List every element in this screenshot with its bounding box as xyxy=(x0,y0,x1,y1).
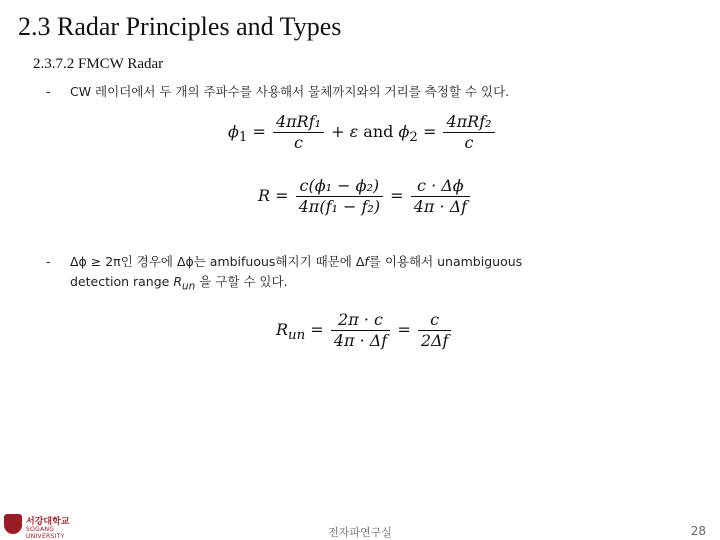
eq1-phi2: ϕ xyxy=(398,122,410,141)
eq2-frac2-num: c · Δϕ xyxy=(411,176,470,197)
eq3-equals-1: = xyxy=(305,320,329,339)
eq1-phi1-sub: 1 xyxy=(238,130,248,146)
eq3-frac2-den: 2Δf xyxy=(420,331,449,350)
slide-title: 2.3 Radar Principles and Types xyxy=(18,12,342,41)
eq3-equals-2: = xyxy=(392,320,416,339)
bullet-2-r-sub: un xyxy=(182,280,196,293)
bullet-2-line2b: 을 구할 수 있다. xyxy=(195,274,288,289)
bullet-2-line1b: 를 이용해서 unambiguous xyxy=(368,254,523,269)
bullet-item-2 xyxy=(46,252,646,297)
eq2-equals-1: = xyxy=(270,186,294,205)
bullet-2-f: f xyxy=(364,254,369,269)
bullet-text-1: CW 레이더에서 두 개의 주파수를 사용해서 물체까지와의 거리를 측정할 수 있다. xyxy=(70,84,510,99)
eq3-fraction-1 xyxy=(331,310,390,351)
bullet-2-line2a: detection range xyxy=(70,274,174,289)
eq3-frac1-den: 4π · Δf xyxy=(333,331,388,350)
eq2-fraction-2 xyxy=(411,176,470,217)
bullet-2-line2 xyxy=(46,272,646,297)
bullet-dash: - xyxy=(46,84,51,99)
eq1-and: and xyxy=(363,122,394,141)
eq3-frac2-num: c xyxy=(418,310,452,331)
eq3-lhs: R xyxy=(276,320,289,339)
eq1-frac2-den: c xyxy=(464,133,474,152)
section-subtitle: 2.3.7.2 FMCW Radar xyxy=(33,56,164,72)
logo-text-korean: 서강대학교 xyxy=(26,517,70,527)
eq1-frac1-den: c xyxy=(294,133,303,152)
eq1-equals-1: = xyxy=(247,122,271,141)
eq3-fraction-2 xyxy=(418,310,452,351)
eq1-frac1-num: 4πRf₁ xyxy=(273,112,324,133)
bullet-2-line1a: Δϕ ≥ 2π인 경우에 Δϕ는 ambifuous해지기 때문에 Δ xyxy=(70,254,365,269)
eq1-fraction-1 xyxy=(273,112,324,153)
equation-unambiguous-range xyxy=(276,310,453,351)
footer-lab-name: 전자파연구실 xyxy=(328,526,392,539)
eq1-fraction-2 xyxy=(443,112,494,153)
equation-range xyxy=(258,176,472,217)
eq1-equals-2: = xyxy=(417,122,442,141)
eq1-phi1: ϕ xyxy=(228,122,239,141)
eq2-lhs: R xyxy=(258,186,271,205)
eq2-fraction-1 xyxy=(296,176,383,217)
page-number: 28 xyxy=(690,524,706,538)
eq3-lhs-sub: un xyxy=(288,328,306,344)
logo-text-english: SOGANG UNIVERSITY xyxy=(26,526,65,540)
eq2-equals-2: = xyxy=(385,186,409,205)
bullet-item-1 xyxy=(46,82,509,102)
eq2-frac2-den: 4π · Δf xyxy=(413,197,468,216)
eq1-plus-epsilon: + ε xyxy=(326,122,364,141)
eq2-frac1-den: 4π(f₁ − f₂) xyxy=(298,197,381,216)
bullet-dash: - xyxy=(46,254,51,269)
eq2-frac1-num: c(ϕ₁ − ϕ₂) xyxy=(296,176,383,197)
eq1-phi2-sub: 2 xyxy=(409,130,418,146)
eq3-frac1-num: 2π · c xyxy=(331,310,390,331)
bullet-2-r: R xyxy=(173,274,183,289)
eq1-frac2-num: 4πRf₂ xyxy=(443,112,494,133)
equation-phase xyxy=(228,112,497,153)
